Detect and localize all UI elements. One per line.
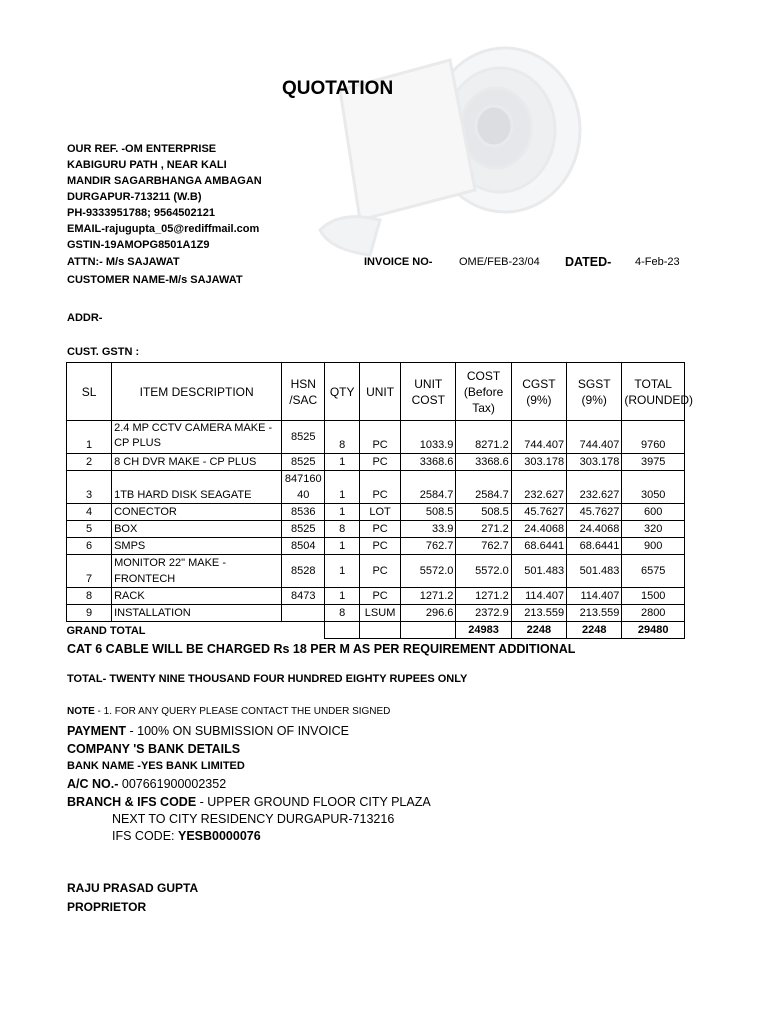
dated-value: 4-Feb-23	[635, 256, 680, 268]
cell-cost: 5572.0	[456, 555, 511, 588]
cell-qty: 1	[325, 555, 360, 588]
account-number-value: 007661900002352	[118, 777, 227, 791]
payment-line	[67, 724, 349, 738]
cell-unit: PC	[360, 421, 401, 454]
cell-total: 900	[622, 538, 685, 555]
note-text: - 1. FOR ANY QUERY PLEASE CONTACT THE UNDER SIGNED	[94, 706, 391, 717]
grand-total-row	[67, 622, 685, 639]
dated-label: DATED-	[565, 255, 612, 269]
cell-cgst: 45.7627	[511, 504, 566, 521]
cell-cgst: 24.4068	[511, 521, 566, 538]
cell-description: CONECTOR	[112, 504, 282, 521]
table-row	[67, 504, 685, 521]
cell-sl: 4	[67, 504, 112, 521]
cell-cost: 271.2	[456, 521, 511, 538]
cell-qty: 1	[325, 454, 360, 471]
cell-sl: 3	[67, 471, 112, 504]
cell-unit: LOT	[360, 504, 401, 521]
cell-unit: PC	[360, 471, 401, 504]
sender-address-line-3: DURGAPUR-713211 (W.B)	[67, 191, 202, 203]
ifs-code-value: YESB0000076	[177, 829, 261, 843]
cell-sl: 9	[67, 605, 112, 622]
cell-cost: 2584.7	[456, 471, 511, 504]
cell-sgst: 45.7627	[567, 504, 622, 521]
cell-cost: 762.7	[456, 538, 511, 555]
payment-text: - 100% ON SUBMISSION OF INVOICE	[126, 724, 350, 738]
header-cgst: CGST (9%)	[511, 363, 566, 421]
header-qty: QTY	[325, 363, 360, 421]
cell-unit-cost: 762.7	[401, 538, 456, 555]
header-hsn-sac: HSN /SAC	[282, 363, 325, 421]
cell-description: MONITOR 22" MAKE - FRONTECH	[112, 555, 282, 588]
cell-unit-cost: 3368.6	[401, 454, 456, 471]
cell-qty: 8	[325, 521, 360, 538]
cell-unit: LSUM	[360, 605, 401, 622]
cell-description: 2.4 MP CCTV CAMERA MAKE - CP PLUS	[112, 421, 282, 454]
cell-description: BOX	[112, 521, 282, 538]
cell-unit: PC	[360, 521, 401, 538]
header-unit: UNIT	[360, 363, 401, 421]
customer-address: ADDR-	[67, 312, 103, 324]
cell-qty: 1	[325, 588, 360, 605]
bank-name: BANK NAME -YES BANK LIMITED	[67, 760, 245, 772]
note-label: NOTE	[67, 706, 95, 717]
cell-description: INSTALLATION	[112, 605, 282, 622]
cell-sgst: 213.559	[567, 605, 622, 622]
cell-cost: 508.5	[456, 504, 511, 521]
grand-total-label: GRAND TOTAL	[66, 624, 146, 637]
cell-cgst: 303.178	[511, 454, 566, 471]
grand-total-cost: 24983	[456, 622, 511, 639]
cable-note: CAT 6 CABLE WILL BE CHARGED Rs 18 PER M AS PER REQUIREMENT ADDITIONAL	[67, 642, 576, 656]
ifs-code-label: IFS CODE:	[112, 829, 178, 843]
cell-total: 3975	[622, 454, 685, 471]
cell-hsn: 8528	[282, 555, 325, 588]
branch-line	[67, 795, 431, 809]
cell-hsn: 8525	[282, 421, 325, 454]
cell-cgst: 232.627	[511, 471, 566, 504]
grand-total-empty	[401, 622, 456, 639]
cell-total: 1500	[622, 588, 685, 605]
branch-line-2: NEXT TO CITY RESIDENCY DURGAPUR-713216	[112, 812, 395, 826]
cell-unit: PC	[360, 454, 401, 471]
cell-cgst: 744.407	[511, 421, 566, 454]
cell-cgst: 68.6441	[511, 538, 566, 555]
cell-hsn	[282, 605, 325, 622]
grand-total-sgst: 2248	[567, 622, 622, 639]
grand-total-empty	[360, 622, 401, 639]
cell-hsn: 8473	[282, 588, 325, 605]
customer-name: CUSTOMER NAME-M/s SAJAWAT	[67, 274, 243, 286]
header-unit-cost: UNIT COST	[401, 363, 456, 421]
cell-unit: PC	[360, 588, 401, 605]
table-row	[67, 521, 685, 538]
cell-sgst: 232.627	[567, 471, 622, 504]
signatory-role: PROPRIETOR	[67, 900, 147, 914]
cell-cost: 8271.2	[456, 421, 511, 454]
header-total: TOTAL (ROUNDED)	[622, 363, 685, 421]
document-title: QUOTATION	[282, 78, 394, 99]
cell-sl: 1	[67, 421, 112, 454]
cell-description: 1TB HARD DISK SEAGATE	[112, 471, 282, 504]
cell-description: 8 CH DVR MAKE - CP PLUS	[112, 454, 282, 471]
cell-cost: 2372.9	[456, 605, 511, 622]
note-line	[67, 706, 390, 717]
cell-hsn: 8504	[282, 538, 325, 555]
grand-total-empty	[325, 622, 360, 639]
cell-sgst: 114.407	[567, 588, 622, 605]
cell-sgst: 24.4068	[567, 521, 622, 538]
items-table	[66, 362, 694, 639]
cell-sgst: 501.483	[567, 555, 622, 588]
cell-cost: 1271.2	[456, 588, 511, 605]
cell-qty: 1	[325, 471, 360, 504]
cell-total: 6575	[622, 555, 685, 588]
cell-hsn: 84716040	[282, 471, 325, 504]
table-row	[67, 555, 685, 588]
cell-unit-cost: 1033.9	[401, 421, 456, 454]
cell-cgst: 213.559	[511, 605, 566, 622]
cell-unit-cost: 33.9	[401, 521, 456, 538]
cell-qty: 1	[325, 504, 360, 521]
total-in-words: TOTAL- TWENTY NINE THOUSAND FOUR HUNDRED EIGHTY RUPEES ONLY	[67, 673, 468, 685]
cell-sgst: 744.407	[567, 421, 622, 454]
table-header-row	[67, 363, 685, 421]
cell-total: 3050	[622, 471, 685, 504]
cell-sgst: 303.178	[567, 454, 622, 471]
cell-total: 9760	[622, 421, 685, 454]
cell-sl: 5	[67, 521, 112, 538]
cell-unit-cost: 508.5	[401, 504, 456, 521]
cell-cost: 3368.6	[456, 454, 511, 471]
cell-unit-cost: 296.6	[401, 605, 456, 622]
table-row	[67, 538, 685, 555]
table-row	[67, 588, 685, 605]
cell-qty: 1	[325, 538, 360, 555]
header-sgst: SGST (9%)	[567, 363, 622, 421]
invoice-no-label: INVOICE NO-	[364, 256, 433, 268]
cell-unit-cost: 5572.0	[401, 555, 456, 588]
sender-gstin: GSTIN-19AMOPG8501A1Z9	[67, 239, 210, 251]
cell-qty: 8	[325, 421, 360, 454]
our-ref: OUR REF. -OM ENTERPRISE	[67, 143, 217, 155]
attention: ATTN:- M/s SAJAWAT	[67, 256, 180, 268]
cell-hsn: 8525	[282, 454, 325, 471]
cell-sgst: 68.6441	[567, 538, 622, 555]
cell-unit: PC	[360, 538, 401, 555]
sender-address-line-2: MANDIR SAGARBHANGA AMBAGAN	[67, 175, 262, 187]
cell-sl: 6	[67, 538, 112, 555]
header-sl: SL	[67, 363, 112, 421]
cell-hsn: 8525	[282, 521, 325, 538]
sender-address-line-1: KABIGURU PATH , NEAR KALI	[67, 159, 227, 171]
table-row	[67, 421, 685, 454]
cell-total: 600	[622, 504, 685, 521]
cell-unit-cost: 2584.7	[401, 471, 456, 504]
cell-description: RACK	[112, 588, 282, 605]
cell-hsn: 8536	[282, 504, 325, 521]
table-row	[67, 454, 685, 471]
cell-cgst: 501.483	[511, 555, 566, 588]
cctv-camera-watermark	[300, 30, 600, 260]
ifs-code-line	[112, 829, 261, 843]
sender-phone: PH-9333951788; 9564502121	[67, 207, 216, 219]
table-row	[67, 605, 685, 622]
cell-cgst: 114.407	[511, 588, 566, 605]
table-row	[67, 471, 685, 504]
cell-sl: 7	[67, 555, 112, 588]
cell-description: SMPS	[112, 538, 282, 555]
cell-unit-cost: 1271.2	[401, 588, 456, 605]
customer-gstn: CUST. GSTN :	[67, 346, 140, 358]
sender-email: EMAIL-rajugupta_05@rediffmail.com	[67, 223, 260, 235]
grand-total-cgst: 2248	[511, 622, 566, 639]
grand-total-amount: 29480	[622, 622, 685, 639]
account-number-line	[67, 777, 226, 791]
payment-label: PAYMENT	[67, 724, 127, 738]
branch-text: - UPPER GROUND FLOOR CITY PLAZA	[196, 795, 431, 809]
cell-qty: 8	[325, 605, 360, 622]
cell-sl: 2	[67, 454, 112, 471]
bank-heading: COMPANY 'S BANK DETAILS	[67, 742, 241, 756]
invoice-no-value: OME/FEB-23/04	[459, 256, 540, 268]
cell-total: 2800	[622, 605, 685, 622]
branch-label: BRANCH & IFS CODE	[67, 795, 197, 809]
account-number-label: A/C NO.-	[67, 777, 119, 791]
header-cost-before-tax: COST (Before Tax)	[456, 363, 511, 421]
cell-total: 320	[622, 521, 685, 538]
signatory-name: RAJU PRASAD GUPTA	[67, 881, 199, 895]
cell-sl: 8	[67, 588, 112, 605]
cell-unit: PC	[360, 555, 401, 588]
header-item-description: ITEM DESCRIPTION	[112, 363, 282, 421]
